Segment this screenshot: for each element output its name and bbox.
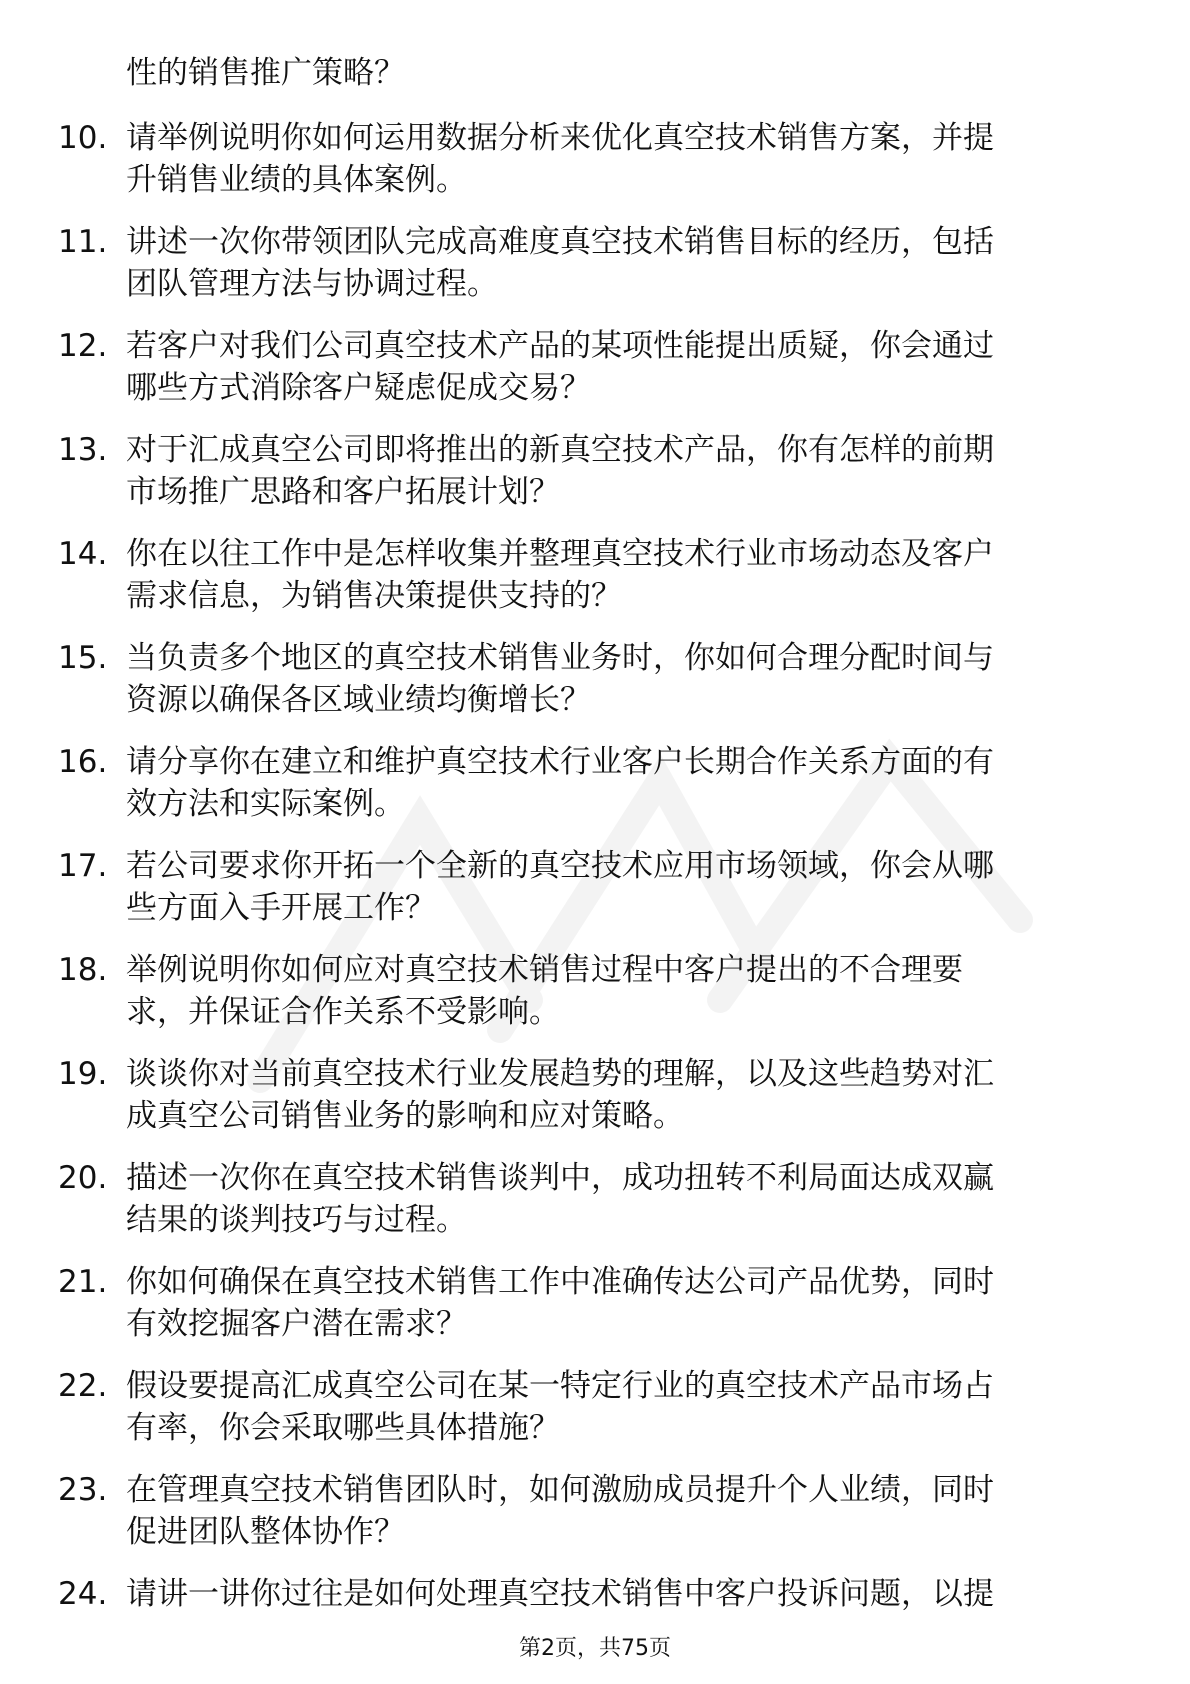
- list-item: [0, 949, 1190, 1053]
- page-footer: 第2页，共75页: [519, 1636, 671, 1661]
- item-text: 举例说明你如何应对真空技术销售过程中客户提出的不合理要 求，并保证合作关系不受影响。: [126, 952, 963, 1030]
- item-number: 19.: [58, 1056, 108, 1092]
- item-text: 谈谈你对当前真空技术行业发展趋势的理解，以及这些趋势对汇 成真空公司销售业务的影响和应对策略。: [126, 1056, 994, 1134]
- item-number: 23.: [58, 1472, 108, 1508]
- list-item: [0, 845, 1190, 949]
- item-text: 假设要提高汇成真空公司在某一特定行业的真空技术产品市场占 有率，你会采取哪些具体措施？: [126, 1368, 994, 1446]
- item-text: 在管理真空技术销售团队时，如何激励成员提升个人业绩，同时 促进团队整体协作？: [126, 1472, 994, 1550]
- list-item: [0, 741, 1190, 845]
- item-text: 当负责多个地区的真空技术销售业务时，你如何合理分配时间与 资源以确保各区域业绩均衡增长？: [126, 640, 994, 718]
- item-text: 若公司要求你开拓一个全新的真空技术应用市场领域，你会从哪 些方面入手开展工作？: [126, 848, 994, 926]
- item-number: 13.: [58, 432, 108, 468]
- list-item: [0, 637, 1190, 741]
- item-number: 10.: [58, 120, 108, 156]
- item-number: 22.: [58, 1368, 108, 1404]
- item-text: 你如何确保在真空技术销售工作中准确传达公司产品优势，同时 有效挖掘客户潜在需求？: [126, 1264, 994, 1342]
- list-item: [0, 1053, 1190, 1157]
- item-number: 21.: [58, 1264, 108, 1300]
- list-item: [0, 325, 1190, 429]
- item-number: 11.: [58, 224, 108, 260]
- list-item: [0, 1469, 1190, 1573]
- item-number: 24.: [58, 1576, 108, 1612]
- item-text: 若客户对我们公司真空技术产品的某项性能提出质疑，你会通过 哪些方式消除客户疑虑促成交易？: [126, 328, 994, 406]
- list-item: [0, 221, 1190, 325]
- question-list: [0, 117, 1190, 1677]
- continuation-line: 性的销售推广策略？: [126, 55, 405, 91]
- item-number: 16.: [58, 744, 108, 780]
- list-item: [0, 429, 1190, 533]
- item-number: 18.: [58, 952, 108, 988]
- item-text: 请举例说明你如何运用数据分析来优化真空技术销售方案，并提 升销售业绩的具体案例。: [126, 120, 994, 198]
- list-item: [0, 1365, 1190, 1469]
- item-text: 请分享你在建立和维护真空技术行业客户长期合作关系方面的有 效方法和实际案例。: [126, 744, 994, 822]
- item-text: 请讲一讲你过往是如何处理真空技术销售中客户投诉问题，以提: [126, 1576, 994, 1612]
- item-number: 12.: [58, 328, 108, 364]
- item-number: 20.: [58, 1160, 108, 1196]
- item-number: 17.: [58, 848, 108, 884]
- list-item: [0, 117, 1190, 221]
- item-text: 讲述一次你带领团队完成高难度真空技术销售目标的经历，包括 团队管理方法与协调过程。: [126, 224, 994, 302]
- item-text: 你在以往工作中是怎样收集并整理真空技术行业市场动态及客户 需求信息，为销售决策提供支持的？: [126, 536, 994, 614]
- list-item: [0, 1157, 1190, 1261]
- item-text: 对于汇成真空公司即将推出的新真空技术产品，你有怎样的前期 市场推广思路和客户拓展计划？: [126, 432, 994, 510]
- item-number: 14.: [58, 536, 108, 572]
- list-item: [0, 1261, 1190, 1365]
- list-item: [0, 533, 1190, 637]
- item-number: 15.: [58, 640, 108, 676]
- item-text: 描述一次你在真空技术销售谈判中，成功扭转不利局面达成双赢 结果的谈判技巧与过程。: [126, 1160, 994, 1238]
